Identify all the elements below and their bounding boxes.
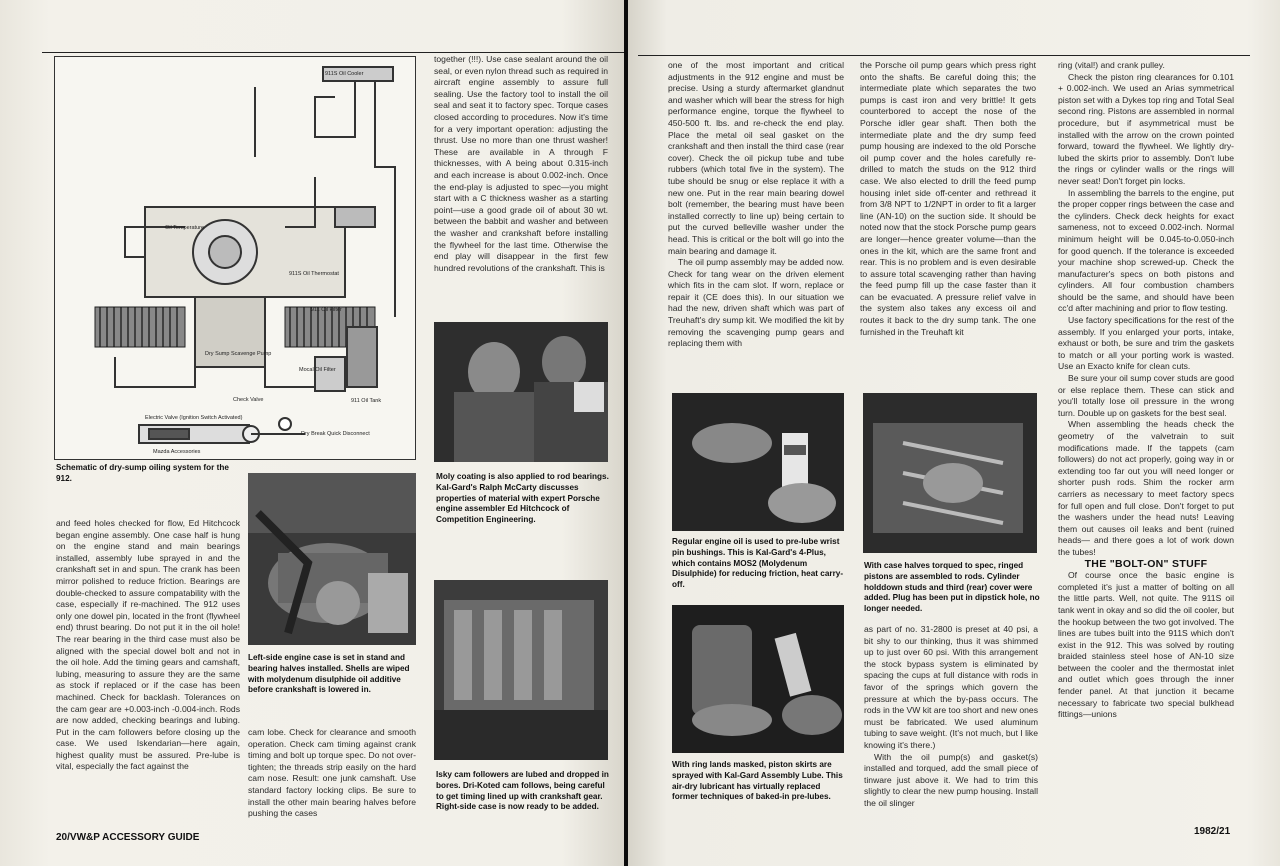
paragraph: In assembling the barrels to the engine, put the proper copper rings between the case and the cylinders. Check deck heights for exact sameness, not to exceed 0.002-inch. Normal minimum height will be 0.045-to-0.050-inch for good quench. If the tolerance is exceeded your machine shop screwed-up. Check the manufacturer's specs on both pistons and cylinders. All four combustion chambers should be the same, and should have been cc'd after machining and prior to flow testing. xyxy=(1058,187,1234,314)
svg-text:911 Oil Tank: 911 Oil Tank xyxy=(351,398,382,404)
paragraph: together (!!!). Use case sealant around the oil seal, or even nylon thread such as required in aircraft engine assembly to assure full sealing. Use the factory tool to install the oil seal and seat it to factory spec. Torque cases closed according to procedures. Now it's time for a very important operation: adjusting the thrust. Use no more than one thrust washer! These are available in A through F thicknesses, with A being about 0.315-inch and each increase is about 0.002-inch. Once the end-play is adjusted to spec—you might start with a C thickness washer as a starting point—use a good grade oil of about 30 wt. between the babbit and washer and between the washer and crankshaft before installing the flywheel for the last time. Otherwise the end play will disappear in the first few hundred revolutions of the crankshaft. This is xyxy=(434,54,608,273)
svg-text:Dry Break Quick Disconnect: Dry Break Quick Disconnect xyxy=(301,431,370,437)
paragraph: as part of no. 31-2800 is preset at 40 psi, a bit shy to our thinking, thus it was shimmed up to just over 60 psi. With this arrangement the stock bypass system is eliminated by spacing the cups at full distance with rods in favor of the springs which govern the pressure at which the by-pass occurs. The rods in the VW kit are too short and new ones must be fabricated. We used aluminum tubing to save weight. (It's not much, but I like knowing it's there.) xyxy=(864,624,1038,750)
engine-oil-caption: Regular engine oil is used to pre-lube wrist pin bushings. This is Kal-Gard's 4-Plus, which contains MOS2 (Molydenum Disulphide) for reducing friction, heat carry-off. xyxy=(672,537,844,590)
top-rule xyxy=(638,55,1250,56)
paragraph: The oil pump assembly may be added now. Check for tang wear on the driven element which fits in the cam slot. If worn, replace or repair it (CE does this). In our situation we had the new, driven shaft which was part of Treuhaft's dry sump kit. We modified the kit by removing the scavenging pump gears and replacing them with xyxy=(668,257,844,349)
left-page xyxy=(0,0,624,866)
schematic-drawing xyxy=(55,57,415,459)
paragraph: the Porsche oil pump gears which press right onto the shafts. Be careful doing this; the intermediate plate which separates the two pumps is cast iron and very brittle! It gets counterbored to accept the nose of the Porsche idler gear shaft. Then both the intermediate plate and the dry sump feed pump housing are indexed to the old Porsche oil pump cover and the holes carefully re-drilled to match the studs on the 912 third case. We also elected to drill the feed pump housing inlet side off-center and rethread it from 3/8 NPT to 1/2NPT in order to fit a larger line (AN-10) on the suction side. It should be noted now that the stock Porsche pump gears are longer—hence greater volume—than the ones in the kit, which are the same front and rear. This is no problem and is even desirable to assure total scavenging rather than having the feed pump fill up the case faster than it can be evacuated. A pressure relief valve in the system also takes any excess oil and routes it back to the dry sump tank. The one furnished in the Treuhaft kit xyxy=(860,60,1036,337)
isky-cam-caption: Isky cam followers are lubed and dropped in bores. Dri-Koted cam follows, being careful to get timing lined up with crankshaft gear. Right-side case is now ready to be added. xyxy=(436,770,609,812)
paragraph: When assembling the heads check the geometry of the valvetrain to suit modifications made. If the tappets (cam followers) do not act properly, going way in or extending too far out you will need longer or shorter push rods. Shim the rocker arm carriers as necessary to meet factory specs for full open and full close. Don't forget to put the washers under the head nuts! Leaving them out causes oil leaks and bent (ruined heads— and there goes a lot of work down the tubes! xyxy=(1058,419,1234,557)
right-folio: 1982/21 xyxy=(1194,826,1231,837)
paragraph: Be sure your oil sump cover studs are good or else replace them. These can stick and you'll totally lose oil pressure in the wrong turn. Double up on gaskets for the best seal. xyxy=(1058,373,1234,418)
left-column-3 xyxy=(434,54,608,274)
paragraph: Check the piston ring clearances for 0.101 + 0.002-inch. We used an Arias symmetrical piston set with a Dykes top ring and Total Seal second ring. Pistons are assembled in normal procedure, but if asymmetrical must be installed with the arrow on the crown pointed forward, toward the flywheel. We lightly dry-lubed the skirts prior to assembly. Don't lube the rings or cylinder walls or the rings will never seat! Don't forget pin locks. xyxy=(1058,71,1234,186)
paragraph: With the oil pump(s) and gasket(s) installed and torqued, add the small piece of tinware just above it. We had to trim this slightly to clear the new pump housing. Install the oil slinger xyxy=(864,751,1038,808)
case-halves-caption: With case halves torqued to spec, ringed pistons are assembled to rods. Cylinder holddown studs and third (rear) cover were added. Plug has been put in dipstick hole, no longer needed. xyxy=(864,561,1040,614)
svg-text:Dry Sump Scavenge Pump: Dry Sump Scavenge Pump xyxy=(205,351,272,357)
svg-text:Electric Valve (Ignition Switc: Electric Valve (Ignition Switch Activated) xyxy=(145,415,243,421)
moly-coating-caption: Moly coating is also applied to rod bearings. Kal-Gard's Ralph McCarty discusses properties of material with expert Porsche engine assembler Ed Hitchcock of Competition Engineering. xyxy=(436,472,609,525)
engine-oil-photo xyxy=(672,393,844,531)
ring-lands-caption: With ring lands masked, piston skirts are sprayed with Kal-Gard Assembly Lube. This air-dry lubricant has virtually replaced former techniques of baked-in pre-lubes. xyxy=(672,760,843,802)
right-column-3 xyxy=(1058,60,1234,721)
moly-coating-photo xyxy=(434,322,608,462)
paragraph: ring (vital!) and crank pulley. xyxy=(1058,60,1165,70)
svg-text:Check Valve: Check Valve xyxy=(233,397,264,403)
dry-sump-schematic xyxy=(54,56,416,460)
paragraph: cam lobe. Check for clearance and smooth operation. Check cam timing against crank timing and bolt up torque spec. Do not over-tighten; the threads strip easily on the hard cam nose. Result: one junk camshaft. Use standard factory locking clips. Be sure to install the other main bearing halves before pushing the cases xyxy=(248,727,416,819)
right-column-1 xyxy=(668,60,844,350)
left-column-1 xyxy=(56,518,240,773)
paragraph: one of the most important and critical adjustments in the 912 engine and must be precise. Using a sturdy aftermarket glandnut and washer which will bear the stress for high performance engine, torque the flywheel to 450-500 ft. lbs. and re-check the end play. Place the metal oil seal gasket on the crankshaft and then install the third case (rear cover). Check the oil pickup tube and tube rubbers (which total five in the system). The tube should be snug or else replace it with a new one. Put in the rear main bearing dowel bolt (remember, the bearing must have been installed correctly to line up) being certain to put the curved belleville washer under the head. This is critical or the bolt will go into the main bearing and damage it. xyxy=(668,60,844,256)
ring-lands-photo xyxy=(672,605,844,753)
case-halves-photo xyxy=(863,393,1037,553)
isky-cam-photo xyxy=(434,580,608,760)
bolt-on-subhead: THE "BOLT-ON" STUFF xyxy=(1084,557,1208,570)
leftside-engine-caption: Left-side engine case is set in stand and bearing halves installed. Shells are wiped with molydenum disulphide oil additive before crankshaft is lowered in. xyxy=(248,653,410,695)
right-column-2 xyxy=(860,60,1036,338)
top-rule xyxy=(42,52,624,53)
svg-text:Mocal Oil Filter: Mocal Oil Filter xyxy=(299,367,336,373)
right-page xyxy=(628,0,1280,866)
left-column-2 xyxy=(248,727,416,820)
svg-text:911S Oil Cooler: 911S Oil Cooler xyxy=(325,71,364,77)
svg-text:Oil Temperature: Oil Temperature xyxy=(165,225,205,231)
right-column-2-bottom xyxy=(864,624,1038,810)
paragraph: and feed holes checked for flow, Ed Hitchcock began engine assembly. One case half is hung on the engine stand and main bearings installed, assembly lube sprayed in and the crankshaft set in and spun. The crank has been mirror polished to reduce friction. Bearings are double-checked to assure compatability with the case, especially if re-machined. The 912 uses only one dowel pin, located in the front (flywheel end) thrust bearing. Do not put it in the oil hole! The rear bearing in the third case must also be aligned with the special dowel bolt and not in the oil hole. Add the timing gears and camshaft, lubing, measuring to assure they are the same as stock if replaced or if the case has been machined. Check for backlash. Tolerances on the cam gear are +0.003-inch -0.004-inch. Rods are now added, checking bearings and lubing. Put in the cam followers before closing up the case. We used Iskendarian—here again, highest quality must be assured. Pre-lube is vital, especially the fact against the xyxy=(56,518,240,772)
paragraph: Use factory specifications for the rest of the assembly. If you enlarged your ports, intake, exhaust or both, be sure and trim the gaskets to match or all your porting work is wasted. Use an Exacto knife for clean cuts. xyxy=(1058,315,1234,372)
leftside-engine-photo xyxy=(248,473,416,645)
svg-text:911S Oil Thermostat: 911S Oil Thermostat xyxy=(289,271,339,277)
schematic-caption: Schematic of dry-sump oiling system for the 912. xyxy=(56,463,229,483)
left-folio: 20/VW&P ACCESSORY GUIDE xyxy=(56,832,200,843)
svg-text:Mazda Accessories: Mazda Accessories xyxy=(153,449,201,455)
svg-text:911 Oil Filter: 911 Oil Filter xyxy=(311,307,342,313)
paragraph: Of course once the basic engine is completed it's just a matter of bolting on all the little parts. Well, not quite. The 911S oil tank went in okay and so did the oil cooler, but the hookup between the two got involved. The lines are tubes built into the 911S which don't exist in the 912. This was solved by routing braided stainless steel hose of AN-10 size between the cooler and the thermostat inlet and outlet which goes through the inner fender panel. At that junction it became necessary to fabricate two special bulkhead fittings—unions xyxy=(1058,570,1234,720)
